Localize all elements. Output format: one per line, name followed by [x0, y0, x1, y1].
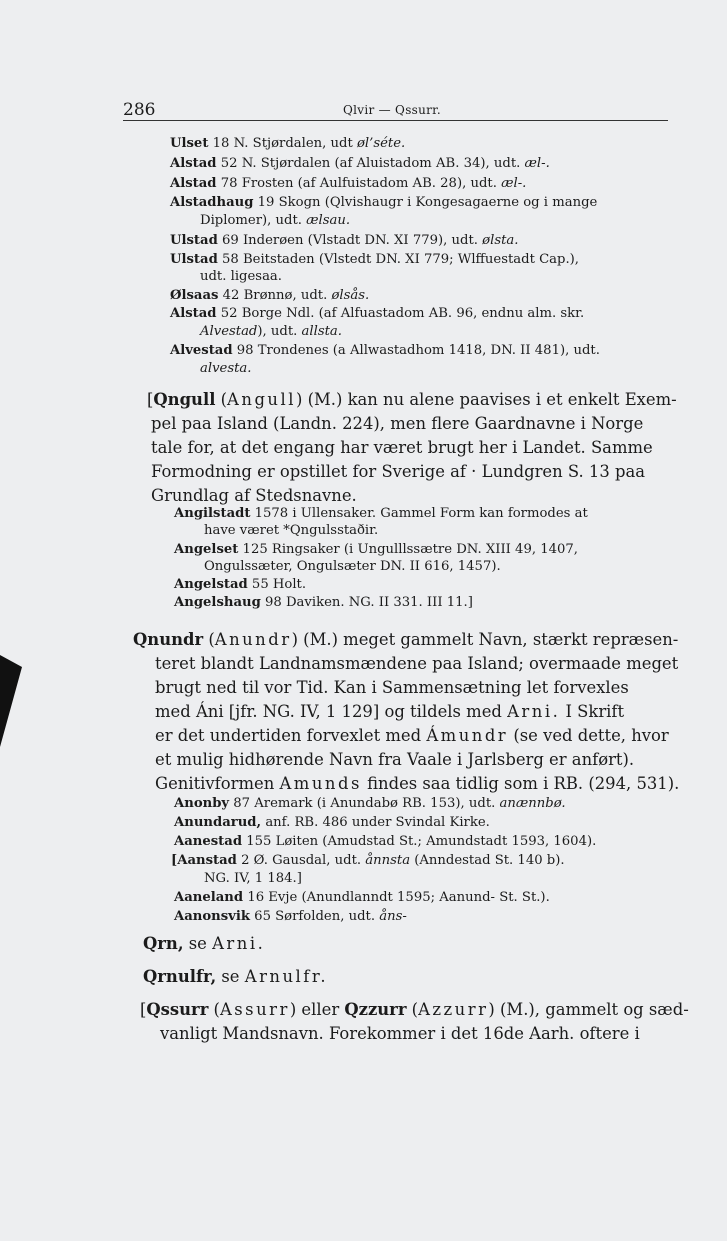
entry-line: Ulstad 58 Beitstaden (Vlstedt DN. XI 779; Wlffuestadt Cap.), [170, 252, 579, 267]
paragraph-line: vanligt Mandsnavn. Forekommer i det 16de Aarh. oftere i [160, 1024, 640, 1043]
entry-line: Alstadhaug 19 Skogn (Qlvishaugr i Kongesagaerne og i mange [170, 195, 598, 210]
entry-line: udt. ligesaa. [200, 269, 282, 284]
paragraph-line: [Qssurr (Assurr) eller Qzzurr (Azzurr) (M.), gammelt og sæd- [140, 1000, 689, 1019]
entry-line: Ulset 18 N. Stjørdalen, udt øl’séte. [170, 136, 406, 151]
page-number: 286 [123, 100, 156, 120]
paragraph-line: Genitivformen Amunds findes saa tidlig som i RB. (294, 531). [155, 774, 680, 793]
entry-line: Aaneland 16 Evje (Anundlanndt 1595; Aanund- St. St.). [174, 890, 550, 905]
entry-line: Angelshaug 98 Daviken. NG. II 331. III 11.] [174, 595, 473, 610]
entry-line: NG. IV, 1 184.] [204, 871, 302, 886]
entry-line: Alstad 52 N. Stjørdalen (af Aluistadom AB. 34), udt. æl-. [170, 156, 550, 171]
page-header [123, 98, 668, 121]
entry-line: Aanestad 155 Løiten (Amudstad St.; Amundstadt 1593, 1604). [174, 834, 597, 849]
paragraph-line: Qnundr (Anundr) (M.) meget gammelt Navn, stærkt repræsen- [133, 630, 679, 649]
entry-line: Angilstadt 1578 i Ullensaker. Gammel Form kan formodes at [174, 506, 588, 521]
entry-line: Alvestad), udt. allsta. [200, 324, 342, 339]
paragraph-line: tale for, at det engang har været brugt her i Landet. Samme [151, 438, 653, 457]
entry-line: Angelstad 55 Holt. [174, 577, 307, 592]
entry-line: Alvestad 98 Trondenes (a Allwastadhom 1418, DN. II 481), udt. [170, 343, 600, 358]
entry-line: Ongulssæter, Ongulsæter DN. II 616, 1457). [204, 559, 501, 574]
entry-line: Anundarud, anf. RB. 486 under Svindal Kirke. [174, 815, 490, 830]
entry-line: Ølsaas 42 Brønnø, udt. ølsås. [170, 288, 370, 303]
entry-line: alvesta. [200, 361, 252, 376]
entry-line: Anonby 87 Aremark (i Anundabø RB. 153), udt. anænnbø. [174, 796, 566, 811]
entry-line: Diplomer), udt. ælsau. [200, 213, 351, 228]
paragraph-line: [Qngull (Angull) (M.) kan nu alene paavises i et enkelt Exem- [147, 390, 677, 409]
paragraph-line: Grundlag af Stedsnavne. [151, 486, 357, 505]
running-head: Qlvir — Qssurr. [343, 103, 442, 117]
cross-reference: Qrnulfr, se Arnulfr. [143, 967, 329, 986]
paragraph-line: er det undertiden forvexlet med Ámundr (se ved dette, hvor [155, 726, 669, 745]
entry-line: [Aanstad 2 Ø. Gausdal, udt. ånnsta (Anndestad St. 140 b). [171, 853, 565, 868]
entry-line: Aanonsvik 65 Sørfolden, udt. åns- [174, 909, 407, 924]
paragraph-line: teret blandt Landnamsmændene paa Island; overmaade meget [155, 654, 679, 673]
paragraph-line: pel paa Island (Landn. 224), men flere Gaardnavne i Norge [151, 414, 644, 433]
paragraph-line: brugt ned til vor Tid. Kan i Sammensætning let forvexles [155, 678, 629, 697]
entry-line: have været *Qngulsstaðir. [204, 523, 379, 538]
entry-line: Alstad 78 Frosten (af Aulfuistadom AB. 28), udt. æl-. [170, 176, 527, 191]
page-edge-shadow [0, 655, 22, 747]
entry-line: Alstad 52 Borge Ndl. (af Alfuastadom AB. 96, endnu alm. skr. [170, 306, 585, 321]
entry-line: Angelset 125 Ringsaker (i Ungulllssætre DN. XIII 49, 1407, [174, 542, 578, 557]
paragraph-line: et mulig hidhørende Navn fra Vaale i Jarlsberg er anført). [155, 750, 635, 769]
cross-reference: Qrn, se Arni. [143, 934, 266, 953]
paragraph-line: Formodning er opstillet for Sverige af · Lundgren S. 13 paa [151, 462, 646, 481]
entry-line: Ulstad 69 Inderøen (Vlstadt DN. XI 779), udt. ølsta. [170, 233, 519, 248]
paragraph-line: med Áni [jfr. NG. IV, 1 129] og tildels med Arni. I Skrift [155, 702, 625, 721]
